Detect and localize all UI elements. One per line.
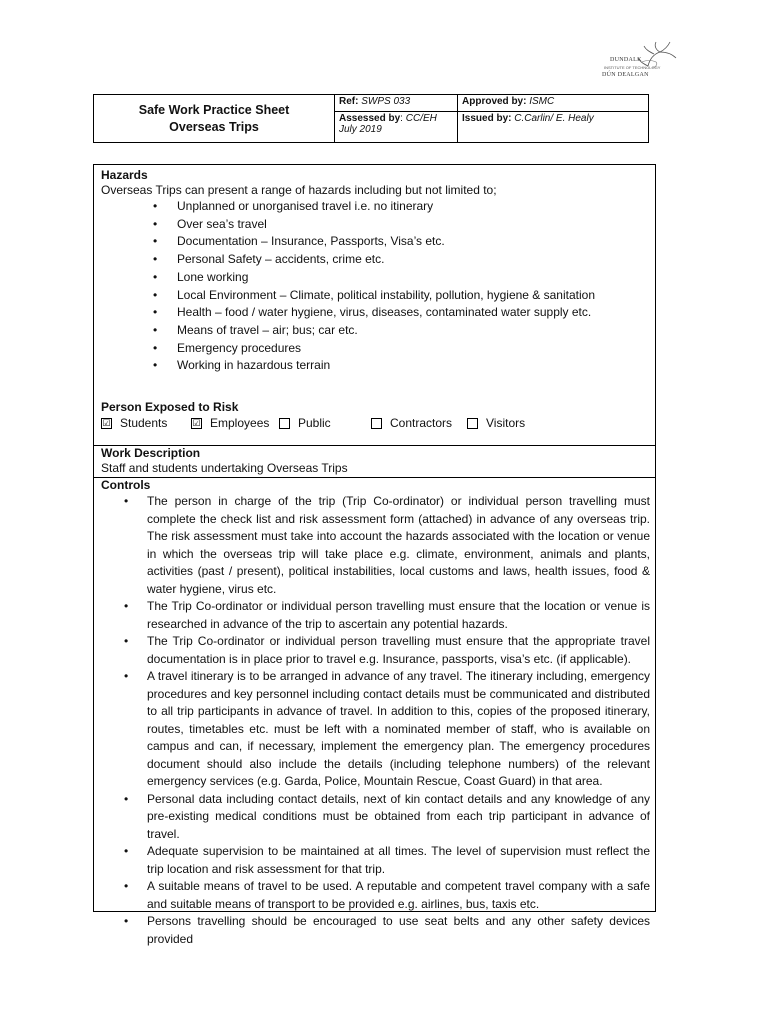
exposed-section [94, 400, 655, 431]
content-box [93, 164, 656, 946]
control-item: • Adequate supervision to be maintained at all times. The level of supervision must reflect the trip location and risk assessment for that trip. [94, 843, 655, 878]
exposed-heading: Person Exposed to Risk [101, 400, 239, 414]
exposed-options [101, 415, 655, 431]
exposed-option-label: Public [298, 416, 331, 430]
issued-value: C.Carlin/ E. Healy [514, 113, 594, 124]
hazards-section [94, 168, 655, 375]
hazard-item: • Means of travel – air; bus; car etc. [101, 322, 655, 340]
hazard-item: • Emergency procedures [101, 340, 655, 358]
hazards-list [101, 198, 655, 375]
logo-name: DUNDALK [610, 57, 642, 63]
controls-list [94, 493, 655, 948]
ref-value: SWPS 033 [361, 96, 411, 107]
hazard-item: • Health – food / water hygiene, virus, diseases, contaminated water supply etc. [101, 304, 655, 322]
checkbox-icon[interactable] [279, 418, 290, 429]
work-text: Staff and students undertaking Overseas Trips [101, 461, 348, 475]
ref-cell: Ref: SWPS 033 [335, 95, 458, 112]
institute-logo [598, 40, 678, 86]
assessed-value: CC/EH [405, 113, 437, 124]
control-item: • Persons travelling should be encouraged to use seat belts and any other safety devices provided [94, 913, 655, 948]
header-table [93, 94, 649, 143]
exposed-option-students[interactable] [101, 415, 191, 431]
checked-checkbox-icon[interactable]: ☑ [192, 417, 201, 428]
hazard-item: • Over sea’s travel [101, 216, 655, 234]
hazard-item: • Lone working [101, 269, 655, 287]
exposed-option-label: Visitors [486, 416, 526, 430]
control-item: • A travel itinerary is to be arranged in advance of any travel. The itinerary including, emergency procedures and key personnel including contact details must be communicated and distributed to all trip participants in advance of travel. In addition to this, copies of the proposed itinerary, routes, timetables etc. must be left with a nominated member of staff, who is available on campus and can, if necessary, implement the emergency plan. The emergency procedures document should also include the details (including telephone numbers) of the relevant emergency services (e.g. Garda, Police, Mountain Rescue, Coast Guard) in that area. [94, 668, 655, 791]
hazard-item: • Personal Safety – accidents, crime etc. [101, 251, 655, 269]
assessed-date: July 2019 [339, 124, 382, 135]
controls-heading: Controls [101, 478, 151, 492]
approved-cell: Approved by: ISMC [458, 95, 649, 112]
exposed-option-employees[interactable] [191, 415, 279, 431]
control-item: • Personal data including contact details, next of kin contact details and any knowledge of any pre-existing medical conditions must be obtained from each trip participant in advance of travel. [94, 791, 655, 844]
issued-cell: Issued by: C.Carlin/ E. Healy [458, 112, 649, 143]
controls-section [94, 478, 655, 948]
exposed-option-visitors[interactable] [467, 415, 527, 431]
work-description-section [94, 446, 655, 476]
document-title: Safe Work Practice Sheet Overseas Trips [94, 95, 335, 143]
control-item: • The Trip Co-ordinator or individual person travelling must ensure that the location or venue is researched in advance of the trip to ascertain any potential hazards. [94, 598, 655, 633]
hazard-item: • Working in hazardous terrain [101, 357, 655, 375]
checked-checkbox-icon[interactable]: ☑ [102, 417, 111, 428]
exposed-option-label: Employees [210, 416, 270, 430]
work-heading: Work Description [101, 446, 201, 460]
checkbox-icon[interactable] [467, 418, 478, 429]
logo-tagline: INSTITUTE OF TECHNOLOGY [604, 65, 661, 70]
exposed-option-label: Students [120, 416, 168, 430]
logo-irish-name: DÚN DEALGAN [602, 72, 649, 78]
exposed-option-contractors[interactable] [371, 415, 467, 431]
checkbox-icon[interactable] [371, 418, 382, 429]
control-item: • The Trip Co-ordinator or individual person travelling must ensure that the appropriate travel documentation is in place prior to travel e.g. Insurance, passports, visa’s etc. (if applicable). [94, 633, 655, 668]
hazard-item: • Documentation – Insurance, Passports, Visa’s etc. [101, 233, 655, 251]
approved-value: ISMC [529, 96, 555, 107]
assessed-cell: Assessed by: CC/EH July 2019 [335, 112, 458, 143]
control-item: • A suitable means of travel to be used. A reputable and competent travel company with a safe and suitable means of transport to be provided e.g. airlines, bus, taxis etc. [94, 878, 655, 913]
hazards-heading: Hazards [101, 168, 148, 182]
hazard-item: • Unplanned or unorganised travel i.e. no itinerary [101, 198, 655, 216]
hazards-intro: Overseas Trips can present a range of hazards including but not limited to; [101, 183, 497, 197]
hazard-item: • Local Environment – Climate, political instability, pollution, hygiene & sanitation [101, 287, 655, 305]
control-item: • The person in charge of the trip (Trip Co-ordinator) or individual person travelling must complete the check list and risk assessment form (attached) in advance of any overseas trip. The risk assessment must take into account the hazards associated with the location or venue in which the overseas trip will take place e.g. climate, environment, animals and plants, activities (past / present), political instabilities, local customs and laws, health issues, food & water hygiene, virus etc. [94, 493, 655, 598]
exposed-option-label: Contractors [390, 416, 453, 430]
exposed-option-public[interactable] [279, 415, 371, 431]
